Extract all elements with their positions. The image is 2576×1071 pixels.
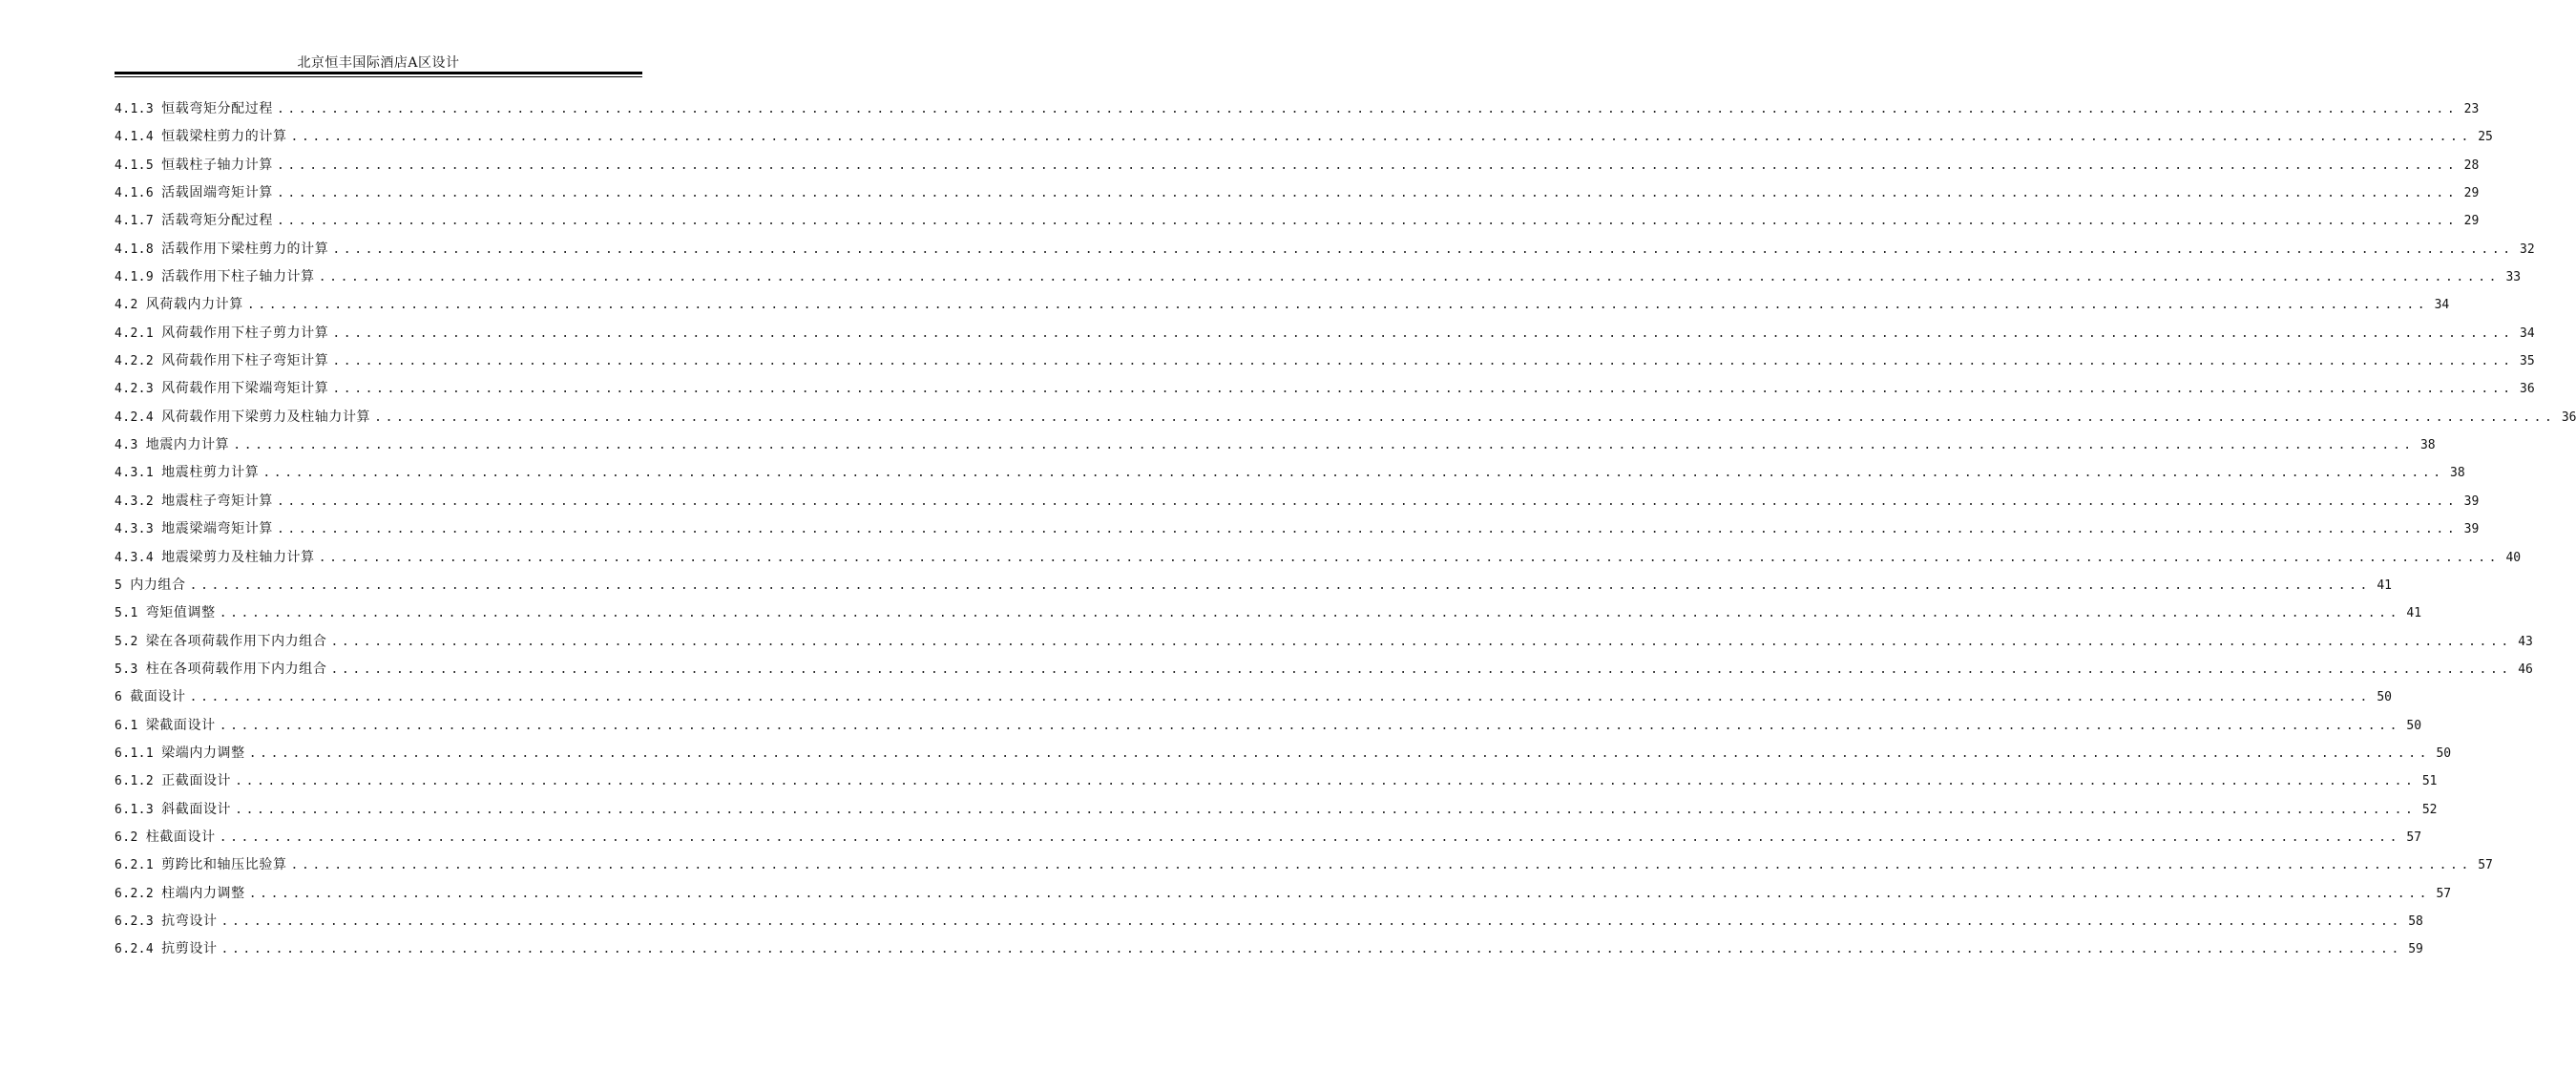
toc-entry-number: 6.2	[115, 830, 138, 845]
toc-entry-title: 内力组合	[130, 577, 186, 593]
toc-entry-leader-dots: ........................................................................................................................................................................................................	[189, 578, 2371, 593]
toc-entry-page-number: 39	[2463, 522, 2480, 537]
toc-entry[interactable]	[115, 824, 2422, 851]
toc-entry-title: 抗剪设计	[161, 941, 218, 957]
toc-entry-title: 地震内力计算	[145, 437, 230, 453]
toc-entry-page-number: 59	[2408, 942, 2423, 957]
toc-entry-page-number: 36	[2561, 410, 2576, 425]
toc-entry-title: 地震柱剪力计算	[161, 465, 260, 481]
toc-entry-title: 风荷载内力计算	[145, 297, 243, 313]
toc-entry-number: 6.1	[115, 718, 138, 733]
toc-entry-leader-dots: ........................................................................................................................................................................................................	[332, 242, 2514, 257]
toc-entry-number: 4.3.2	[115, 494, 155, 509]
toc-entry-number: 4.2.4	[115, 410, 155, 425]
toc-entry-number: 5.1	[115, 606, 138, 621]
toc-entry-title: 截面设计	[130, 689, 186, 705]
toc-entry[interactable]	[115, 544, 2522, 572]
toc-entry-leader-dots: ........................................................................................................................................................................................................	[332, 382, 2514, 397]
toc-entry-leader-dots: ........................................................................................................................................................................................................	[318, 270, 2501, 285]
toc-entry-page-number: 25	[2478, 130, 2493, 145]
toc-entry-title: 抗弯设计	[161, 913, 218, 929]
toc-entry-page-number: 39	[2463, 494, 2480, 509]
toc-entry-leader-dots: ........................................................................................................................................................................................................	[189, 690, 2371, 705]
toc-entry[interactable]	[115, 152, 2480, 179]
toc-entry-number: 4.2.3	[115, 382, 155, 397]
toc-entry-number: 6.1.2	[115, 774, 155, 789]
toc-entry[interactable]	[115, 599, 2422, 627]
toc-entry-title: 地震梁端弯矩计算	[161, 521, 273, 537]
toc-entry-title: 地震梁剪力及柱轴力计算	[161, 549, 315, 565]
toc-entry-page-number: 57	[2478, 858, 2493, 873]
toc-entry-number: 4.1.4	[115, 130, 155, 145]
toc-entry-leader-dots: ........................................................................................................................................................................................................	[276, 494, 2459, 509]
toc-entry-number: 6.2.1	[115, 858, 155, 873]
toc-entry-page-number: 57	[2406, 830, 2422, 845]
toc-entry-title: 地震柱子弯矩计算	[161, 493, 273, 509]
toc-entry-number: 5	[115, 578, 123, 593]
toc-entry-title: 风荷载作用下柱子剪力计算	[161, 325, 329, 341]
toc-entry[interactable]	[115, 263, 2522, 291]
toc-entry-leader-dots: ........................................................................................................................................................................................................	[276, 214, 2459, 229]
toc-entry-number: 4.2	[115, 298, 138, 313]
toc-entry-leader-dots: ........................................................................................................................................................................................................	[276, 522, 2459, 537]
toc-entry[interactable]	[115, 207, 2480, 235]
toc-entry-page-number: 29	[2463, 186, 2480, 201]
toc-entry-number: 4.1.3	[115, 102, 155, 116]
toc-entry-page-number: 50	[2406, 718, 2422, 733]
toc-entry-page-number: 23	[2463, 102, 2480, 116]
toc-entry-title: 活载固端弯矩计算	[161, 185, 273, 201]
toc-entry-page-number: 41	[2377, 578, 2392, 593]
toc-entry-title: 剪跨比和轴压比验算	[161, 857, 287, 873]
toc-entry-title: 柱截面设计	[145, 829, 216, 845]
toc-entry-number: 4.1.9	[115, 270, 155, 285]
toc-entry-leader-dots: ........................................................................................................................................................................................................	[262, 466, 2444, 481]
toc-entry-page-number: 41	[2406, 606, 2422, 621]
toc-entry-title: 活载作用下柱子轴力计算	[161, 269, 315, 285]
toc-entry-title: 恒载弯矩分配过程	[161, 101, 273, 116]
toc-entry-leader-dots: ........................................................................................................................................................................................................	[332, 326, 2514, 341]
toc-entry-number: 4.1.8	[115, 242, 155, 257]
toc-entry[interactable]	[115, 347, 2535, 375]
toc-entry[interactable]	[115, 95, 2480, 123]
toc-entry[interactable]	[115, 320, 2535, 347]
toc-entry-title: 正截面设计	[161, 773, 232, 789]
toc-entry-number: 6.2.3	[115, 914, 155, 929]
toc-entry[interactable]	[115, 908, 2423, 935]
toc-entry-page-number: 34	[2434, 298, 2450, 313]
toc-entry[interactable]	[115, 851, 2493, 879]
toc-entry-page-number: 46	[2518, 662, 2533, 677]
toc-entry-page-number: 50	[2436, 746, 2452, 761]
toc-entry-leader-dots: ........................................................................................................................................................................................................	[248, 886, 2431, 901]
toc-entry[interactable]	[115, 880, 2452, 908]
toc-entry-leader-dots: ........................................................................................................................................................................................................	[330, 662, 2512, 677]
toc-entry-number: 4.3.4	[115, 550, 155, 565]
toc-entry[interactable]	[115, 683, 2392, 711]
toc-entry-title: 梁端内力调整	[161, 745, 245, 761]
toc-entry-number: 6.2.2	[115, 886, 155, 901]
toc-entry-title: 恒载梁柱剪力的计算	[161, 129, 287, 145]
toc-entry-page-number: 51	[2421, 774, 2438, 789]
toc-entry[interactable]	[115, 404, 2576, 431]
toc-entry-leader-dots: ........................................................................................................................................................................................................	[330, 634, 2512, 649]
toc-entry-leader-dots: ........................................................................................................................................................................................................	[219, 718, 2401, 733]
toc-entry-page-number: 43	[2518, 634, 2533, 649]
toc-entry[interactable]	[115, 375, 2535, 403]
toc-entry-page-number: 36	[2520, 382, 2535, 397]
toc-entry-title: 梁在各项荷载作用下内力组合	[145, 633, 327, 649]
toc-entry[interactable]	[115, 431, 2436, 459]
toc-entry-number: 4.3.1	[115, 466, 155, 481]
toc-entry-page-number: 34	[2520, 326, 2535, 341]
toc-entry-number: 4.2.1	[115, 326, 155, 341]
toc-entry-number: 4.2.2	[115, 354, 155, 369]
header-rule-thick	[115, 72, 642, 74]
toc-entry-page-number: 52	[2421, 802, 2438, 817]
toc-entry-leader-dots: ........................................................................................................................................................................................................	[220, 942, 2402, 957]
toc-entry-page-number: 40	[2505, 550, 2522, 565]
toc-entry-title: 风荷载作用下梁剪力及柱轴力计算	[161, 409, 371, 425]
toc-entry-number: 6.2.4	[115, 942, 155, 957]
toc-entry-leader-dots: ........................................................................................................................................................................................................	[290, 858, 2472, 873]
toc-entry-number: 6.1.3	[115, 802, 155, 817]
toc-entry[interactable]	[115, 123, 2493, 151]
toc-entry-page-number: 28	[2463, 158, 2480, 173]
toc-entry[interactable]	[115, 767, 2438, 795]
toc-entry-number: 4.1.5	[115, 158, 155, 173]
toc-entry-leader-dots: ........................................................................................................................................................................................................	[233, 438, 2415, 453]
toc-entry-page-number: 35	[2520, 354, 2535, 369]
toc-entry-page-number: 38	[2450, 466, 2465, 481]
toc-entry-title: 斜截面设计	[161, 801, 232, 817]
toc-entry-page-number: 38	[2419, 438, 2436, 453]
toc-entry-number: 4.1.6	[115, 186, 155, 201]
toc-entry-title: 活载弯矩分配过程	[161, 213, 273, 229]
toc-entry-title: 柱在各项荷载作用下内力组合	[145, 661, 327, 677]
toc-entry[interactable]	[115, 179, 2480, 207]
toc-entry[interactable]	[115, 935, 2423, 963]
toc-entry-page-number: 32	[2520, 242, 2535, 257]
toc-entry-leader-dots: ........................................................................................................................................................................................................	[235, 774, 2417, 789]
toc-entry-leader-dots: ........................................................................................................................................................................................................	[220, 914, 2402, 929]
toc-entry-page-number: 29	[2463, 214, 2480, 229]
toc-entry[interactable]	[115, 628, 2533, 656]
page-header-title: 北京恒丰国际酒店A区设计	[297, 55, 460, 71]
toc-entry[interactable]	[115, 291, 2450, 319]
toc-entry-number: 5.2	[115, 634, 138, 649]
toc-entry-title: 恒载柱子轴力计算	[161, 157, 273, 173]
toc-entry-title: 柱端内力调整	[161, 885, 245, 901]
toc-entry[interactable]	[115, 459, 2465, 487]
toc-entry-leader-dots: ........................................................................................................................................................................................................	[276, 102, 2459, 116]
table-of-contents	[115, 95, 2576, 964]
toc-entry-title: 风荷载作用下柱子弯矩计算	[161, 353, 329, 369]
toc-entry-page-number: 50	[2377, 690, 2392, 705]
toc-entry-leader-dots: ........................................................................................................................................................................................................	[318, 550, 2501, 565]
toc-entry-number: 4.1.7	[115, 214, 155, 229]
toc-entry-page-number: 33	[2505, 270, 2522, 285]
toc-entry-page-number: 57	[2436, 886, 2452, 901]
toc-entry-leader-dots: ........................................................................................................................................................................................................	[246, 298, 2429, 313]
toc-entry-leader-dots: ........................................................................................................................................................................................................	[332, 354, 2514, 369]
toc-entry[interactable]	[115, 515, 2480, 543]
toc-entry-title: 风荷载作用下梁端弯矩计算	[161, 381, 329, 397]
toc-entry-number: 5.3	[115, 662, 138, 677]
toc-entry-number: 6.1.1	[115, 746, 155, 761]
toc-entry-number: 6	[115, 690, 123, 705]
toc-entry-title: 梁截面设计	[145, 717, 216, 733]
toc-entry[interactable]	[115, 712, 2422, 740]
toc-entry[interactable]	[115, 740, 2452, 767]
header-rule-thin	[115, 76, 642, 77]
toc-entry[interactable]	[115, 656, 2533, 683]
toc-entry[interactable]	[115, 488, 2480, 515]
toc-entry-leader-dots: ........................................................................................................................................................................................................	[219, 606, 2401, 621]
toc-entry-page-number: 58	[2408, 914, 2423, 929]
toc-entry[interactable]	[115, 572, 2392, 599]
toc-entry-leader-dots: ........................................................................................................................................................................................................	[276, 186, 2459, 201]
toc-entry-number: 4.3.3	[115, 522, 155, 537]
toc-entry-title: 弯矩值调整	[145, 605, 216, 621]
toc-entry-title: 活载作用下梁柱剪力的计算	[161, 241, 329, 257]
toc-entry[interactable]	[115, 796, 2438, 824]
toc-entry-leader-dots: ........................................................................................................................................................................................................	[290, 130, 2472, 145]
toc-entry[interactable]	[115, 236, 2535, 263]
toc-entry-leader-dots: ........................................................................................................................................................................................................	[248, 746, 2431, 761]
toc-entry-number: 4.3	[115, 438, 138, 453]
toc-entry-leader-dots: ........................................................................................................................................................................................................	[219, 830, 2401, 845]
toc-entry-leader-dots: ........................................................................................................................................................................................................	[276, 158, 2459, 173]
toc-entry-leader-dots: ........................................................................................................................................................................................................	[374, 410, 2556, 425]
toc-entry-leader-dots: ........................................................................................................................................................................................................	[235, 802, 2417, 817]
